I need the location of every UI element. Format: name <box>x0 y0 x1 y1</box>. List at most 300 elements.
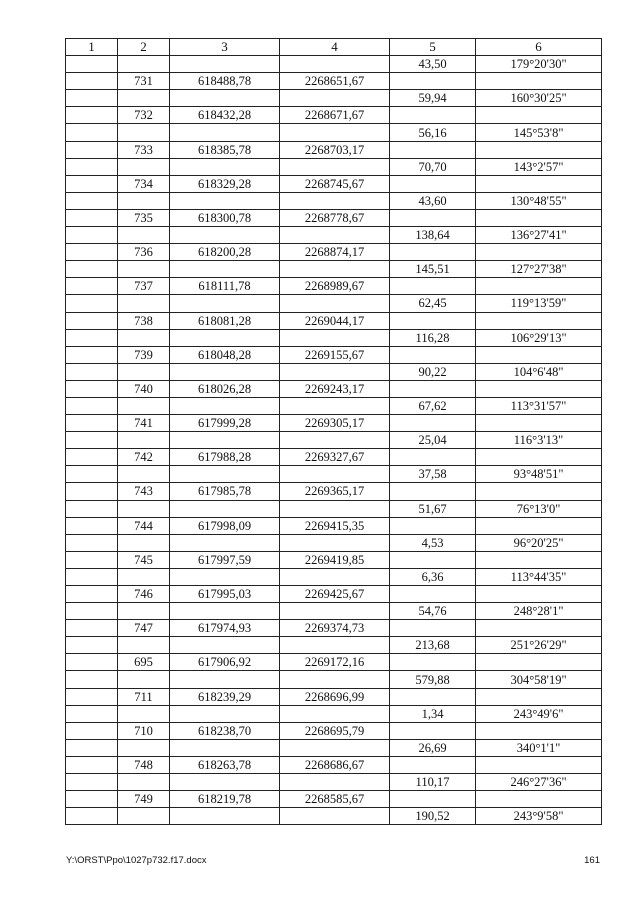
point-x-cell: 617998,09 <box>170 517 280 534</box>
point-row <box>66 244 602 261</box>
point-x-cell: 618385,78 <box>170 141 280 158</box>
segment-angle-cell: 136°27'41" <box>476 227 602 244</box>
point-number-cell: 748 <box>118 756 170 773</box>
empty-cell <box>66 483 118 500</box>
empty-cell <box>280 432 390 449</box>
empty-cell <box>118 90 170 107</box>
segment-length-cell: 26,69 <box>390 739 476 756</box>
point-row <box>66 756 602 773</box>
point-y-cell: 2268874,17 <box>280 244 390 261</box>
empty-cell <box>476 449 602 466</box>
segment-row <box>66 397 602 414</box>
empty-cell <box>280 261 390 278</box>
empty-cell <box>280 500 390 517</box>
segment-angle-cell: 119°13'59" <box>476 295 602 312</box>
point-number-cell: 738 <box>118 312 170 329</box>
empty-cell <box>118 808 170 825</box>
empty-cell <box>390 141 476 158</box>
empty-cell <box>170 363 280 380</box>
point-x-cell: 618300,78 <box>170 209 280 226</box>
point-y-cell: 2268989,67 <box>280 278 390 295</box>
empty-cell <box>170 192 280 209</box>
column-header: 1 <box>66 39 118 56</box>
segment-angle-cell: 304°58'19" <box>476 671 602 688</box>
empty-cell <box>476 346 602 363</box>
point-y-cell: 2269415,35 <box>280 517 390 534</box>
empty-cell <box>66 688 118 705</box>
point-row <box>66 312 602 329</box>
segment-length-cell: 54,76 <box>390 603 476 620</box>
empty-cell <box>390 244 476 261</box>
empty-cell <box>280 466 390 483</box>
segment-row <box>66 705 602 722</box>
empty-cell <box>390 586 476 603</box>
segment-angle-cell: 143°2'57" <box>476 158 602 175</box>
point-x-cell: 617999,28 <box>170 415 280 432</box>
segment-angle-cell: 340°1'1" <box>476 739 602 756</box>
empty-cell <box>170 568 280 585</box>
empty-cell <box>118 774 170 791</box>
empty-cell <box>66 158 118 175</box>
empty-cell <box>390 278 476 295</box>
empty-cell <box>390 449 476 466</box>
segment-angle-cell: 246°27'36" <box>476 774 602 791</box>
segment-length-cell: 110,17 <box>390 774 476 791</box>
empty-cell <box>476 722 602 739</box>
empty-cell <box>118 192 170 209</box>
point-y-cell: 2268671,67 <box>280 107 390 124</box>
empty-cell <box>118 124 170 141</box>
empty-cell <box>66 551 118 568</box>
point-number-cell: 743 <box>118 483 170 500</box>
segment-row <box>66 261 602 278</box>
empty-cell <box>118 329 170 346</box>
empty-cell <box>118 534 170 551</box>
segment-length-cell: 4,53 <box>390 534 476 551</box>
empty-cell <box>66 397 118 414</box>
point-row <box>66 551 602 568</box>
empty-cell <box>66 774 118 791</box>
empty-cell <box>280 705 390 722</box>
empty-cell <box>118 739 170 756</box>
empty-cell <box>118 227 170 244</box>
segment-angle-cell: 96°20'25" <box>476 534 602 551</box>
point-y-cell: 2269155,67 <box>280 346 390 363</box>
empty-cell <box>170 124 280 141</box>
empty-cell <box>66 415 118 432</box>
point-row <box>66 278 602 295</box>
empty-cell <box>170 329 280 346</box>
point-number-cell: 742 <box>118 449 170 466</box>
empty-cell <box>390 209 476 226</box>
point-number-cell: 745 <box>118 551 170 568</box>
point-number-cell: 737 <box>118 278 170 295</box>
empty-cell <box>390 791 476 808</box>
empty-cell <box>390 688 476 705</box>
column-header: 5 <box>390 39 476 56</box>
segment-row <box>66 363 602 380</box>
segment-length-cell: 138,64 <box>390 227 476 244</box>
empty-cell <box>390 517 476 534</box>
point-y-cell: 2269044,17 <box>280 312 390 329</box>
segment-length-cell: 37,58 <box>390 466 476 483</box>
header-row <box>66 39 602 56</box>
empty-cell <box>66 380 118 397</box>
empty-cell <box>66 244 118 261</box>
empty-cell <box>170 466 280 483</box>
empty-cell <box>66 346 118 363</box>
empty-cell <box>118 158 170 175</box>
point-row <box>66 346 602 363</box>
empty-cell <box>476 483 602 500</box>
segment-row <box>66 329 602 346</box>
empty-cell <box>170 671 280 688</box>
empty-cell <box>280 295 390 312</box>
empty-cell <box>170 739 280 756</box>
point-number-cell: 736 <box>118 244 170 261</box>
footer-file-path: Y:\ORST\Ppo\1027p732.f17.docx <box>66 855 207 866</box>
empty-cell <box>66 227 118 244</box>
empty-cell <box>66 500 118 517</box>
empty-cell <box>476 620 602 637</box>
empty-cell <box>476 141 602 158</box>
segment-length-cell: 90,22 <box>390 363 476 380</box>
empty-cell <box>66 603 118 620</box>
point-x-cell: 617995,03 <box>170 586 280 603</box>
empty-cell <box>118 637 170 654</box>
segment-row <box>66 295 602 312</box>
segment-angle-cell: 104°6'48" <box>476 363 602 380</box>
empty-cell <box>390 620 476 637</box>
point-x-cell: 618200,28 <box>170 244 280 261</box>
column-header: 2 <box>118 39 170 56</box>
empty-cell <box>66 90 118 107</box>
segment-length-cell: 51,67 <box>390 500 476 517</box>
segment-length-cell: 25,04 <box>390 432 476 449</box>
point-x-cell: 617974,93 <box>170 620 280 637</box>
point-y-cell: 2269365,17 <box>280 483 390 500</box>
point-row <box>66 449 602 466</box>
empty-cell <box>118 705 170 722</box>
empty-cell <box>66 209 118 226</box>
point-number-cell: 744 <box>118 517 170 534</box>
point-y-cell: 2268651,67 <box>280 73 390 90</box>
empty-cell <box>66 73 118 90</box>
empty-cell <box>118 295 170 312</box>
empty-cell <box>280 637 390 654</box>
empty-cell <box>118 363 170 380</box>
table-body <box>66 56 602 825</box>
empty-cell <box>170 603 280 620</box>
empty-cell <box>66 466 118 483</box>
segment-row <box>66 466 602 483</box>
empty-cell <box>66 363 118 380</box>
empty-cell <box>66 756 118 773</box>
point-x-cell: 618263,78 <box>170 756 280 773</box>
empty-cell <box>170 90 280 107</box>
empty-cell <box>476 756 602 773</box>
empty-cell <box>66 705 118 722</box>
empty-cell <box>66 620 118 637</box>
empty-cell <box>170 774 280 791</box>
point-y-cell: 2269419,85 <box>280 551 390 568</box>
empty-cell <box>66 329 118 346</box>
empty-cell <box>390 175 476 192</box>
empty-cell <box>390 107 476 124</box>
point-row <box>66 517 602 534</box>
point-number-cell: 746 <box>118 586 170 603</box>
empty-cell <box>280 329 390 346</box>
empty-cell <box>390 346 476 363</box>
point-y-cell: 2268703,17 <box>280 141 390 158</box>
segment-length-cell: 70,70 <box>390 158 476 175</box>
point-x-cell: 618239,29 <box>170 688 280 705</box>
point-y-cell: 2269243,17 <box>280 380 390 397</box>
point-number-cell: 735 <box>118 209 170 226</box>
empty-cell <box>476 791 602 808</box>
empty-cell <box>476 175 602 192</box>
point-number-cell: 710 <box>118 722 170 739</box>
point-row <box>66 791 602 808</box>
segment-angle-cell: 113°31'57" <box>476 397 602 414</box>
segment-angle-cell: 76°13'0" <box>476 500 602 517</box>
empty-cell <box>66 739 118 756</box>
point-y-cell: 2268695,79 <box>280 722 390 739</box>
segment-row <box>66 671 602 688</box>
segment-angle-cell: 248°28'1" <box>476 603 602 620</box>
empty-cell <box>280 603 390 620</box>
point-y-cell: 2268778,67 <box>280 209 390 226</box>
segment-angle-cell: 145°53'8" <box>476 124 602 141</box>
segment-angle-cell: 243°9'58" <box>476 808 602 825</box>
empty-cell <box>66 175 118 192</box>
segment-row <box>66 90 602 107</box>
segment-row <box>66 432 602 449</box>
empty-cell <box>390 722 476 739</box>
segment-angle-cell: 127°27'38" <box>476 261 602 278</box>
segment-length-cell: 145,51 <box>390 261 476 278</box>
empty-cell <box>66 586 118 603</box>
segment-angle-cell: 130°48'55" <box>476 192 602 209</box>
point-x-cell: 618432,28 <box>170 107 280 124</box>
point-number-cell: 731 <box>118 73 170 90</box>
empty-cell <box>66 449 118 466</box>
empty-cell <box>476 654 602 671</box>
empty-cell <box>476 586 602 603</box>
empty-cell <box>170 227 280 244</box>
empty-cell <box>66 517 118 534</box>
empty-cell <box>170 56 280 73</box>
point-row <box>66 483 602 500</box>
point-x-cell: 618488,78 <box>170 73 280 90</box>
segment-row <box>66 808 602 825</box>
empty-cell <box>280 363 390 380</box>
empty-cell <box>170 295 280 312</box>
segment-row <box>66 637 602 654</box>
empty-cell <box>118 603 170 620</box>
empty-cell <box>66 107 118 124</box>
point-x-cell: 617906,92 <box>170 654 280 671</box>
segment-length-cell: 59,94 <box>390 90 476 107</box>
empty-cell <box>280 90 390 107</box>
empty-cell <box>170 705 280 722</box>
segment-length-cell: 43,60 <box>390 192 476 209</box>
empty-cell <box>118 432 170 449</box>
point-number-cell: 711 <box>118 688 170 705</box>
point-y-cell: 2268745,67 <box>280 175 390 192</box>
segment-angle-cell: 160°30'25" <box>476 90 602 107</box>
empty-cell <box>66 141 118 158</box>
segment-length-cell: 6,36 <box>390 568 476 585</box>
empty-cell <box>118 56 170 73</box>
segment-row <box>66 158 602 175</box>
segment-length-cell: 1,34 <box>390 705 476 722</box>
point-row <box>66 209 602 226</box>
empty-cell <box>476 517 602 534</box>
segment-angle-cell: 93°48'51" <box>476 466 602 483</box>
coordinates-table <box>65 38 602 825</box>
point-row <box>66 141 602 158</box>
segment-row <box>66 56 602 73</box>
point-x-cell: 617997,59 <box>170 551 280 568</box>
segment-length-cell: 190,52 <box>390 808 476 825</box>
empty-cell <box>280 671 390 688</box>
empty-cell <box>280 534 390 551</box>
empty-cell <box>66 637 118 654</box>
empty-cell <box>66 808 118 825</box>
point-number-cell: 732 <box>118 107 170 124</box>
empty-cell <box>118 397 170 414</box>
segment-angle-cell: 113°44'35" <box>476 568 602 585</box>
empty-cell <box>476 312 602 329</box>
point-y-cell: 2269425,67 <box>280 586 390 603</box>
empty-cell <box>170 534 280 551</box>
point-number-cell: 739 <box>118 346 170 363</box>
point-number-cell: 733 <box>118 141 170 158</box>
empty-cell <box>280 56 390 73</box>
point-number-cell: 749 <box>118 791 170 808</box>
column-header: 4 <box>280 39 390 56</box>
segment-length-cell: 579,88 <box>390 671 476 688</box>
empty-cell <box>476 107 602 124</box>
empty-cell <box>280 568 390 585</box>
empty-cell <box>66 568 118 585</box>
empty-cell <box>476 551 602 568</box>
column-header: 6 <box>476 39 602 56</box>
footer-page-number: 161 <box>584 855 600 866</box>
empty-cell <box>280 774 390 791</box>
segment-row <box>66 739 602 756</box>
empty-cell <box>170 432 280 449</box>
empty-cell <box>280 808 390 825</box>
empty-cell <box>170 158 280 175</box>
empty-cell <box>476 380 602 397</box>
point-x-cell: 618329,28 <box>170 175 280 192</box>
empty-cell <box>118 466 170 483</box>
point-row <box>66 380 602 397</box>
point-x-cell: 618048,28 <box>170 346 280 363</box>
point-number-cell: 747 <box>118 620 170 637</box>
empty-cell <box>66 534 118 551</box>
empty-cell <box>280 192 390 209</box>
empty-cell <box>170 261 280 278</box>
point-y-cell: 2268696,99 <box>280 688 390 705</box>
empty-cell <box>170 808 280 825</box>
segment-length-cell: 43,50 <box>390 56 476 73</box>
point-y-cell: 2269374,73 <box>280 620 390 637</box>
empty-cell <box>170 397 280 414</box>
empty-cell <box>390 73 476 90</box>
empty-cell <box>170 500 280 517</box>
segment-row <box>66 774 602 791</box>
point-x-cell: 617985,78 <box>170 483 280 500</box>
segment-angle-cell: 243°49'6" <box>476 705 602 722</box>
point-y-cell: 2269172,16 <box>280 654 390 671</box>
empty-cell <box>66 56 118 73</box>
empty-cell <box>66 124 118 141</box>
empty-cell <box>66 312 118 329</box>
point-row <box>66 722 602 739</box>
point-row <box>66 688 602 705</box>
column-header: 3 <box>170 39 280 56</box>
empty-cell <box>118 500 170 517</box>
point-y-cell: 2269305,17 <box>280 415 390 432</box>
empty-cell <box>66 261 118 278</box>
empty-cell <box>390 415 476 432</box>
point-row <box>66 586 602 603</box>
segment-row <box>66 192 602 209</box>
point-row <box>66 654 602 671</box>
segment-length-cell: 116,28 <box>390 329 476 346</box>
point-row <box>66 415 602 432</box>
segment-length-cell: 213,68 <box>390 637 476 654</box>
point-y-cell: 2269327,67 <box>280 449 390 466</box>
empty-cell <box>476 244 602 261</box>
empty-cell <box>476 209 602 226</box>
empty-cell <box>66 722 118 739</box>
empty-cell <box>170 637 280 654</box>
empty-cell <box>66 278 118 295</box>
point-x-cell: 618219,78 <box>170 791 280 808</box>
empty-cell <box>280 227 390 244</box>
empty-cell <box>390 756 476 773</box>
point-number-cell: 734 <box>118 175 170 192</box>
empty-cell <box>390 483 476 500</box>
empty-cell <box>118 261 170 278</box>
empty-cell <box>476 278 602 295</box>
segment-angle-cell: 251°26'29" <box>476 637 602 654</box>
empty-cell <box>476 688 602 705</box>
empty-cell <box>66 654 118 671</box>
point-row <box>66 73 602 90</box>
point-row <box>66 175 602 192</box>
segment-row <box>66 603 602 620</box>
point-x-cell: 617988,28 <box>170 449 280 466</box>
point-x-cell: 618238,70 <box>170 722 280 739</box>
empty-cell <box>118 568 170 585</box>
empty-cell <box>390 654 476 671</box>
segment-length-cell: 56,16 <box>390 124 476 141</box>
point-number-cell: 695 <box>118 654 170 671</box>
empty-cell <box>390 551 476 568</box>
segment-row <box>66 227 602 244</box>
empty-cell <box>66 432 118 449</box>
empty-cell <box>118 671 170 688</box>
point-y-cell: 2268585,67 <box>280 791 390 808</box>
segment-length-cell: 67,62 <box>390 397 476 414</box>
segment-row <box>66 500 602 517</box>
empty-cell <box>476 73 602 90</box>
